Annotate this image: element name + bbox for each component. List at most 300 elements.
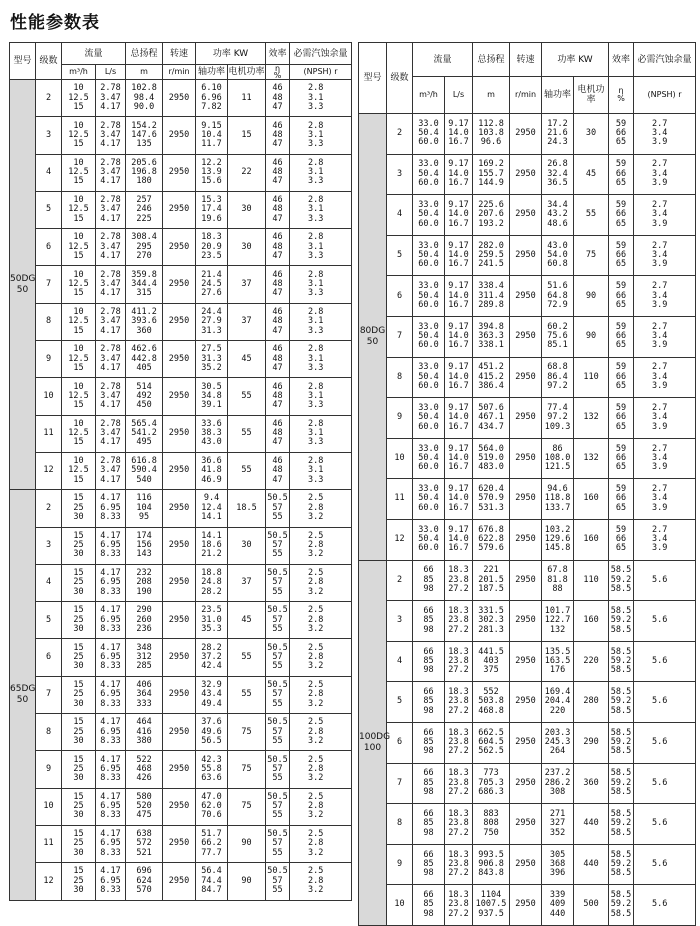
npsh-value: 2.5 2.8 3.2 bbox=[308, 791, 324, 821]
efficiency-value: 59 66 65 bbox=[615, 484, 627, 513]
shaft-power-cell bbox=[196, 714, 228, 751]
efficiency-cell bbox=[609, 519, 634, 560]
flow-ls-cell bbox=[445, 154, 473, 195]
shaft-power-cell bbox=[196, 303, 228, 340]
shaft-power-value: 43.0 54.0 60.8 bbox=[547, 240, 568, 270]
header-power: 功率 KW bbox=[196, 43, 266, 65]
flow-m3h-cell bbox=[62, 154, 96, 191]
efficiency-cell bbox=[609, 316, 634, 357]
npsh-cell bbox=[634, 885, 696, 926]
flow-m3h-value: 15 25 30 bbox=[73, 568, 84, 597]
flow-ls-cell bbox=[96, 639, 126, 676]
motor-power-cell bbox=[228, 714, 266, 751]
table-row bbox=[359, 398, 696, 439]
table-row bbox=[359, 560, 696, 601]
shaft-power-cell bbox=[542, 438, 574, 479]
speed-cell bbox=[510, 641, 542, 682]
npsh-value: 5.6 bbox=[652, 574, 668, 585]
efficiency-cell bbox=[266, 154, 290, 191]
npsh-value: 2.8 3.1 3.3 bbox=[308, 195, 324, 224]
header-flow-unit-m3h: m³/h bbox=[413, 77, 445, 114]
shaft-power-cell bbox=[196, 639, 228, 676]
flow-m3h-value: 10 12.5 15 bbox=[68, 269, 89, 299]
head-cell bbox=[126, 639, 163, 676]
shaft-power-cell bbox=[542, 804, 574, 845]
flow-ls-value: 18.3 23.8 27.2 bbox=[448, 646, 469, 676]
flow-m3h-cell bbox=[62, 80, 96, 117]
efficiency-cell bbox=[266, 229, 290, 266]
motor-power-value: 90 bbox=[241, 838, 252, 849]
flow-ls-cell bbox=[96, 825, 126, 862]
shaft-power-cell bbox=[542, 601, 574, 642]
flow-ls-cell bbox=[96, 863, 126, 900]
efficiency-value: 50.5 57 55 bbox=[267, 791, 288, 821]
table-row bbox=[10, 452, 352, 489]
head-value: 662.5 604.5 562.5 bbox=[478, 727, 504, 757]
flow-ls-value: 18.3 23.8 27.2 bbox=[448, 890, 469, 919]
npsh-value: 5.6 bbox=[652, 655, 668, 666]
header-flow-unit-m3h: m³/h bbox=[62, 65, 96, 80]
stage-cell bbox=[36, 639, 62, 676]
efficiency-value: 46 48 47 bbox=[272, 306, 283, 336]
flow-ls-value: 2.78 3.47 4.17 bbox=[100, 381, 121, 411]
flow-m3h-cell bbox=[62, 602, 96, 639]
head-value: 696 624 570 bbox=[136, 866, 152, 896]
stage-cell bbox=[36, 863, 62, 900]
stage-value: 9 bbox=[45, 353, 52, 364]
flow-ls-value: 2.78 3.47 4.17 bbox=[100, 120, 121, 150]
motor-power-cell bbox=[228, 751, 266, 788]
flow-m3h-cell bbox=[62, 676, 96, 713]
flow-ls-value: 4.17 6.95 8.33 bbox=[100, 791, 121, 821]
flow-ls-cell bbox=[445, 357, 473, 398]
motor-power-cell bbox=[228, 639, 266, 676]
stage-cell bbox=[36, 602, 62, 639]
shaft-power-value: 271 327 352 bbox=[549, 808, 566, 838]
efficiency-cell bbox=[609, 885, 634, 926]
motor-power-value: 37 bbox=[241, 577, 252, 588]
efficiency-value: 59 66 65 bbox=[615, 240, 627, 270]
efficiency-cell bbox=[266, 639, 290, 676]
flow-m3h-cell bbox=[413, 763, 445, 804]
head-cell bbox=[473, 235, 510, 276]
efficiency-value: 59 66 65 bbox=[615, 159, 627, 189]
speed-cell bbox=[510, 154, 542, 195]
head-value: 462.6 442.8 405 bbox=[131, 344, 157, 373]
head-value: 638 572 521 bbox=[136, 829, 152, 858]
stage-cell bbox=[387, 804, 413, 845]
shaft-power-value: 68.8 86.4 97.2 bbox=[547, 362, 568, 391]
stage-cell bbox=[36, 788, 62, 825]
flow-m3h-value: 66 85 98 bbox=[423, 687, 434, 716]
flow-ls-value: 18.3 23.8 27.2 bbox=[448, 565, 469, 594]
stage-cell bbox=[36, 751, 62, 788]
flow-ls-value: 9.17 14.0 16.7 bbox=[448, 281, 469, 310]
motor-power-value: 90 bbox=[241, 875, 252, 886]
head-cell bbox=[473, 398, 510, 439]
flow-m3h-cell bbox=[413, 357, 445, 398]
flow-m3h-cell bbox=[62, 825, 96, 862]
table-row bbox=[359, 804, 696, 845]
motor-power-value: 280 bbox=[583, 696, 599, 707]
efficiency-value: 58.5 59.2 58.5 bbox=[610, 565, 632, 594]
shaft-power-value: 21.4 24.5 27.6 bbox=[201, 269, 222, 299]
speed-value: 2950 bbox=[515, 249, 536, 260]
header-head: 总扬程 bbox=[126, 43, 163, 65]
flow-m3h-value: 33.0 50.4 60.0 bbox=[418, 524, 439, 554]
flow-m3h-cell bbox=[413, 195, 445, 236]
header-eff-unit: η % bbox=[609, 77, 634, 114]
efficiency-value: 50.5 57 55 bbox=[267, 717, 288, 746]
flow-m3h-cell bbox=[62, 117, 96, 154]
stage-cell bbox=[36, 303, 62, 340]
flow-m3h-cell bbox=[62, 303, 96, 340]
head-cell bbox=[473, 438, 510, 479]
motor-power-cell bbox=[228, 303, 266, 340]
header-shaft-power: 轴功率 bbox=[542, 77, 574, 114]
efficiency-cell bbox=[609, 601, 634, 642]
head-cell bbox=[473, 763, 510, 804]
motor-power-value: 55 bbox=[241, 689, 252, 700]
stage-value: 7 bbox=[45, 689, 52, 700]
flow-ls-cell bbox=[96, 154, 126, 191]
efficiency-value: 58.5 59.2 58.5 bbox=[610, 890, 632, 919]
flow-m3h-value: 15 25 30 bbox=[73, 866, 84, 896]
motor-power-cell bbox=[228, 378, 266, 415]
npsh-cell bbox=[634, 479, 696, 520]
head-value: 514 492 450 bbox=[136, 381, 152, 411]
npsh-cell bbox=[290, 303, 352, 340]
head-cell bbox=[126, 751, 163, 788]
stage-cell bbox=[36, 80, 62, 117]
npsh-value: 2.5 2.8 3.2 bbox=[308, 493, 324, 523]
npsh-value: 2.7 3.4 3.9 bbox=[652, 321, 668, 351]
head-value: 169.2 155.7 144.9 bbox=[478, 159, 504, 189]
speed-cell bbox=[163, 788, 196, 825]
flow-m3h-cell bbox=[62, 229, 96, 266]
motor-power-value: 220 bbox=[583, 655, 599, 666]
head-cell bbox=[473, 601, 510, 642]
shaft-power-cell bbox=[542, 519, 574, 560]
flow-m3h-value: 10 12.5 15 bbox=[68, 456, 89, 485]
flow-m3h-value: 66 85 98 bbox=[423, 768, 434, 797]
efficiency-value: 46 48 47 bbox=[272, 456, 283, 485]
flow-ls-cell bbox=[96, 191, 126, 228]
head-value: 1104 1007.5 937.5 bbox=[475, 890, 507, 919]
shaft-power-value: 27.5 31.3 35.2 bbox=[201, 344, 222, 373]
motor-power-value: 132 bbox=[583, 412, 599, 423]
head-cell bbox=[473, 682, 510, 723]
flow-m3h-value: 66 85 98 bbox=[423, 727, 434, 757]
shaft-power-value: 94.6 118.8 133.7 bbox=[544, 484, 571, 513]
efficiency-cell bbox=[266, 80, 290, 117]
flow-ls-cell bbox=[445, 601, 473, 642]
efficiency-cell bbox=[266, 452, 290, 489]
stage-value: 10 bbox=[394, 899, 405, 910]
flow-m3h-value: 33.0 50.4 60.0 bbox=[418, 159, 439, 189]
flow-m3h-cell bbox=[413, 722, 445, 763]
efficiency-value: 58.5 59.2 58.5 bbox=[610, 646, 632, 676]
flow-ls-value: 2.78 3.47 4.17 bbox=[100, 306, 121, 336]
speed-value: 2950 bbox=[168, 801, 190, 812]
model-label: 100DG 100 bbox=[359, 731, 391, 753]
flow-m3h-cell bbox=[413, 519, 445, 560]
speed-cell bbox=[510, 235, 542, 276]
flow-ls-value: 2.78 3.47 4.17 bbox=[100, 418, 121, 448]
motor-power-cell bbox=[574, 195, 609, 236]
npsh-cell bbox=[290, 266, 352, 303]
speed-value: 2950 bbox=[168, 689, 190, 700]
shaft-power-cell bbox=[542, 316, 574, 357]
flow-m3h-value: 66 85 98 bbox=[423, 808, 434, 838]
shaft-power-cell bbox=[196, 415, 228, 452]
flow-ls-cell bbox=[445, 195, 473, 236]
flow-ls-value: 4.17 6.95 8.33 bbox=[100, 530, 121, 560]
shaft-power-value: 305 368 396 bbox=[549, 849, 566, 879]
head-cell bbox=[126, 788, 163, 825]
header-head-unit: m bbox=[473, 77, 510, 114]
flow-ls-cell bbox=[96, 452, 126, 489]
flow-ls-value: 9.17 14.0 16.7 bbox=[448, 524, 469, 554]
head-cell bbox=[126, 117, 163, 154]
flow-m3h-value: 10 12.5 15 bbox=[68, 381, 89, 411]
motor-power-value: 90 bbox=[585, 331, 597, 342]
npsh-cell bbox=[634, 560, 696, 601]
shaft-power-value: 33.6 38.3 43.0 bbox=[201, 418, 222, 448]
flow-ls-value: 18.3 23.8 27.2 bbox=[448, 849, 469, 879]
header-flow-unit-ls: L/s bbox=[445, 77, 473, 114]
flow-m3h-value: 10 12.5 15 bbox=[68, 418, 89, 448]
speed-value: 2950 bbox=[515, 696, 536, 707]
shaft-power-value: 36.6 41.8 46.9 bbox=[201, 456, 222, 485]
head-value: 102.8 98.4 90.0 bbox=[131, 83, 157, 112]
efficiency-cell bbox=[266, 341, 290, 378]
flow-ls-cell bbox=[96, 788, 126, 825]
flow-m3h-value: 66 85 98 bbox=[423, 605, 434, 635]
efficiency-value: 46 48 47 bbox=[272, 269, 283, 299]
table-row bbox=[10, 714, 352, 751]
flow-m3h-value: 15 25 30 bbox=[73, 605, 84, 634]
stage-value: 10 bbox=[43, 390, 54, 401]
flow-ls-cell bbox=[96, 564, 126, 601]
flow-ls-value: 18.3 23.8 27.2 bbox=[448, 727, 469, 757]
model-cell bbox=[359, 114, 387, 561]
stage-value: 5 bbox=[396, 249, 403, 260]
stage-cell bbox=[36, 378, 62, 415]
header-efficiency: 效率 bbox=[609, 43, 634, 77]
stage-cell bbox=[387, 641, 413, 682]
stage-cell bbox=[387, 114, 413, 155]
motor-power-cell bbox=[574, 844, 609, 885]
stage-value: 6 bbox=[45, 241, 52, 252]
npsh-cell bbox=[634, 114, 696, 155]
head-value: 282.0 259.5 241.5 bbox=[478, 240, 504, 270]
motor-power-cell bbox=[574, 601, 609, 642]
speed-value: 2950 bbox=[168, 241, 190, 252]
flow-ls-cell bbox=[96, 751, 126, 788]
table-row bbox=[10, 303, 352, 340]
table-row bbox=[10, 676, 352, 713]
efficiency-cell bbox=[266, 117, 290, 154]
motor-power-cell bbox=[574, 357, 609, 398]
speed-cell bbox=[163, 751, 196, 788]
flow-ls-value: 18.3 23.8 27.2 bbox=[448, 768, 469, 797]
shaft-power-cell bbox=[542, 641, 574, 682]
head-value: 993.5 906.8 843.8 bbox=[478, 849, 504, 879]
flow-m3h-value: 10 12.5 15 bbox=[68, 306, 89, 336]
head-value: 394.8 363.3 338.1 bbox=[478, 321, 504, 351]
head-value: 112.8 103.8 96.6 bbox=[478, 118, 504, 148]
motor-power-cell bbox=[574, 885, 609, 926]
header-npsh-unit: (NPSH) r bbox=[290, 65, 352, 80]
flow-m3h-value: 15 25 30 bbox=[73, 493, 84, 523]
speed-cell bbox=[163, 378, 196, 415]
motor-power-value: 30 bbox=[241, 204, 252, 215]
speed-value: 2950 bbox=[168, 465, 190, 476]
npsh-cell bbox=[290, 751, 352, 788]
motor-power-cell bbox=[574, 398, 609, 439]
efficiency-cell bbox=[266, 751, 290, 788]
npsh-value: 5.6 bbox=[652, 818, 668, 829]
speed-value: 2950 bbox=[168, 92, 190, 103]
motor-power-value: 75 bbox=[241, 763, 252, 774]
motor-power-value: 30 bbox=[241, 540, 252, 551]
motor-power-cell bbox=[228, 676, 266, 713]
motor-power-value: 110 bbox=[583, 574, 599, 585]
npsh-value: 2.5 2.8 3.2 bbox=[308, 866, 324, 896]
speed-cell bbox=[510, 560, 542, 601]
header-speed-unit: r/min bbox=[510, 77, 542, 114]
speed-value: 2950 bbox=[168, 614, 190, 625]
npsh-value: 2.5 2.8 3.2 bbox=[308, 642, 324, 672]
shaft-power-cell bbox=[196, 825, 228, 862]
head-value: 883 808 750 bbox=[483, 808, 499, 838]
stage-cell bbox=[387, 154, 413, 195]
npsh-value: 2.8 3.1 3.3 bbox=[308, 306, 324, 336]
header-model: 型号 bbox=[359, 43, 387, 114]
flow-ls-value: 4.17 6.95 8.33 bbox=[100, 642, 121, 672]
stage-cell bbox=[387, 276, 413, 317]
stage-value: 4 bbox=[396, 209, 403, 220]
stage-cell bbox=[387, 885, 413, 926]
speed-value: 2950 bbox=[515, 615, 536, 626]
motor-power-value: 500 bbox=[583, 899, 599, 910]
stage-value: 8 bbox=[396, 371, 403, 382]
npsh-cell bbox=[634, 682, 696, 723]
flow-m3h-cell bbox=[62, 266, 96, 303]
npsh-value: 2.8 3.1 3.3 bbox=[308, 120, 324, 150]
shaft-power-cell bbox=[542, 885, 574, 926]
stage-value: 9 bbox=[396, 858, 403, 869]
npsh-cell bbox=[634, 235, 696, 276]
flow-m3h-value: 15 25 30 bbox=[73, 642, 84, 672]
speed-cell bbox=[163, 303, 196, 340]
npsh-cell bbox=[634, 844, 696, 885]
shaft-power-cell bbox=[196, 564, 228, 601]
flow-m3h-value: 66 85 98 bbox=[423, 849, 434, 879]
head-value: 441.5 403 375 bbox=[478, 646, 504, 676]
efficiency-value: 58.5 59.2 58.5 bbox=[610, 768, 632, 797]
flow-ls-cell bbox=[445, 316, 473, 357]
head-value: 308.4 295 270 bbox=[131, 232, 157, 261]
motor-power-value: 18.5 bbox=[236, 502, 257, 513]
shaft-power-value: 56.4 74.4 84.7 bbox=[201, 866, 222, 896]
npsh-cell bbox=[290, 825, 352, 862]
shaft-power-value: 15.3 17.4 19.6 bbox=[201, 195, 222, 224]
head-value: 174 156 143 bbox=[136, 530, 152, 560]
stage-cell bbox=[387, 235, 413, 276]
shaft-power-cell bbox=[196, 490, 228, 527]
npsh-cell bbox=[634, 398, 696, 439]
flow-m3h-value: 10 12.5 15 bbox=[68, 344, 89, 373]
speed-value: 2950 bbox=[168, 502, 190, 513]
npsh-cell bbox=[290, 676, 352, 713]
npsh-cell bbox=[634, 722, 696, 763]
stage-value: 8 bbox=[45, 316, 52, 327]
motor-power-cell bbox=[228, 415, 266, 452]
npsh-value: 2.8 3.1 3.3 bbox=[308, 381, 324, 411]
head-value: 338.4 311.4 289.8 bbox=[478, 281, 504, 310]
npsh-value: 2.8 3.1 3.3 bbox=[308, 456, 324, 485]
head-value: 331.5 302.3 281.3 bbox=[478, 605, 504, 635]
flow-m3h-cell bbox=[62, 341, 96, 378]
flow-ls-value: 2.78 3.47 4.17 bbox=[100, 195, 121, 224]
shaft-power-value: 101.7 122.7 132 bbox=[544, 605, 571, 635]
table-row bbox=[10, 80, 352, 117]
header-shaft-power: 轴功率 bbox=[196, 65, 228, 80]
npsh-cell bbox=[634, 763, 696, 804]
head-cell bbox=[126, 452, 163, 489]
npsh-cell bbox=[634, 276, 696, 317]
stage-value: 10 bbox=[43, 801, 54, 812]
npsh-value: 2.7 3.4 3.9 bbox=[652, 159, 668, 189]
flow-m3h-value: 15 25 30 bbox=[73, 829, 84, 858]
efficiency-value: 50.5 57 55 bbox=[267, 679, 288, 709]
motor-power-value: 90 bbox=[585, 290, 597, 301]
shaft-power-cell bbox=[542, 682, 574, 723]
head-cell bbox=[473, 519, 510, 560]
speed-value: 2950 bbox=[168, 726, 190, 737]
motor-power-value: 55 bbox=[241, 651, 252, 662]
motor-power-cell bbox=[228, 154, 266, 191]
flow-ls-cell bbox=[96, 378, 126, 415]
stage-value: 8 bbox=[45, 726, 52, 737]
speed-value: 2950 bbox=[168, 353, 190, 364]
motor-power-cell bbox=[574, 722, 609, 763]
model-cell bbox=[359, 560, 391, 925]
shaft-power-value: 18.3 20.9 23.5 bbox=[201, 232, 222, 261]
table-row bbox=[359, 682, 696, 723]
motor-power-value: 55 bbox=[241, 465, 252, 476]
motor-power-value: 45 bbox=[585, 168, 597, 179]
table-row bbox=[359, 114, 696, 155]
speed-cell bbox=[163, 117, 196, 154]
head-cell bbox=[473, 357, 510, 398]
table-row bbox=[359, 154, 696, 195]
head-cell bbox=[473, 276, 510, 317]
speed-cell bbox=[163, 80, 196, 117]
head-value: 616.8 590.4 540 bbox=[131, 456, 157, 485]
npsh-value: 2.7 3.4 3.9 bbox=[652, 403, 668, 432]
efficiency-value: 58.5 59.2 58.5 bbox=[610, 849, 632, 879]
speed-value: 2950 bbox=[168, 278, 190, 289]
shaft-power-value: 6.10 6.96 7.82 bbox=[201, 83, 222, 112]
flow-m3h-cell bbox=[62, 191, 96, 228]
npsh-cell bbox=[634, 195, 696, 236]
stage-value: 8 bbox=[396, 818, 403, 829]
head-cell bbox=[126, 863, 163, 900]
speed-cell bbox=[163, 639, 196, 676]
